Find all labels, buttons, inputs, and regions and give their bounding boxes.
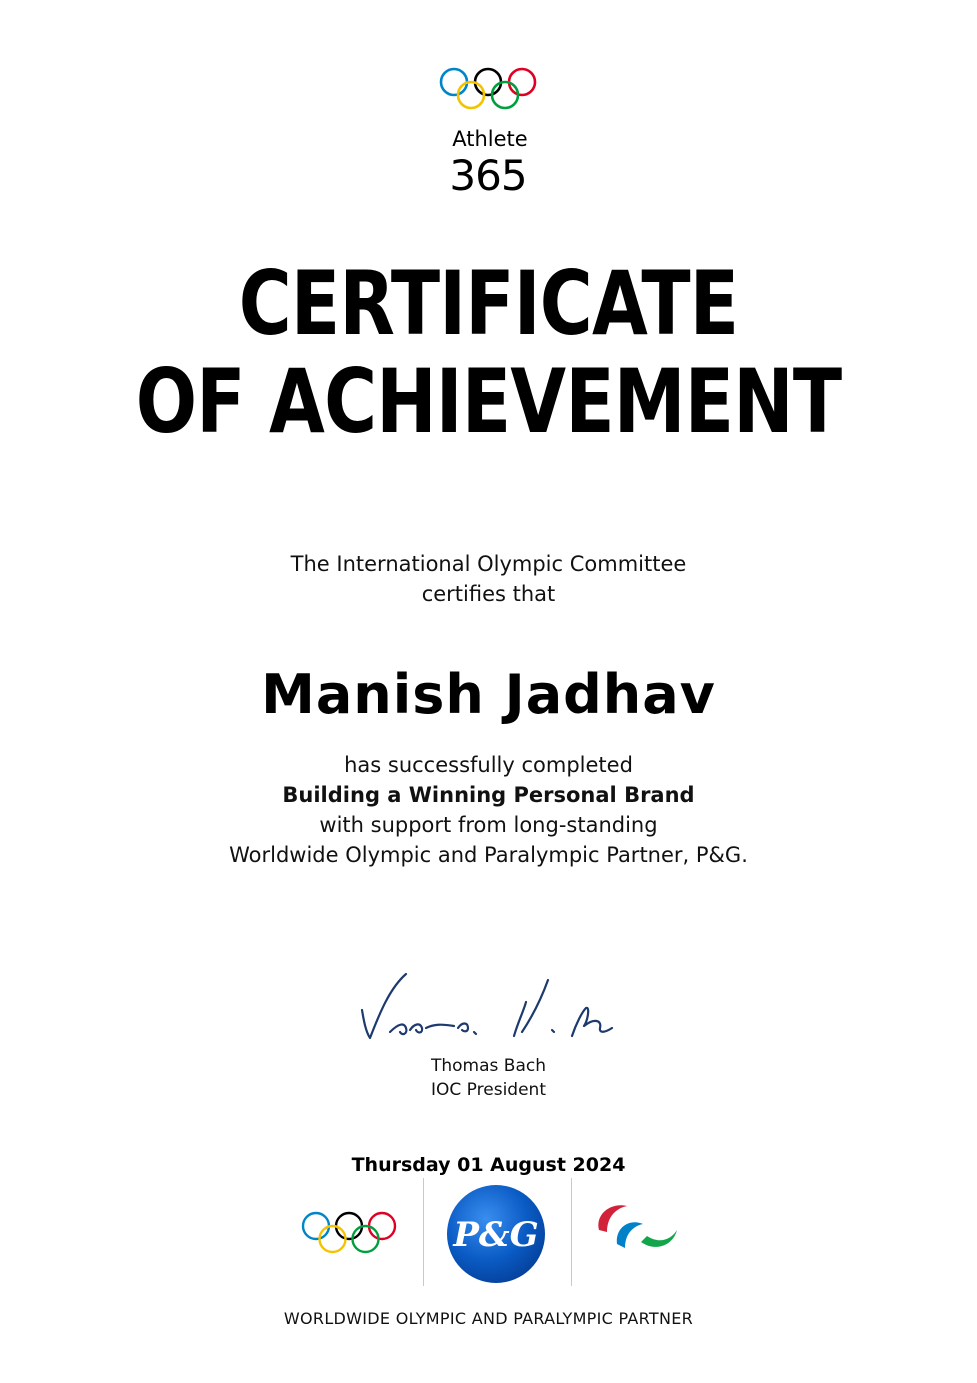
partner-logos <box>0 1176 977 1288</box>
completion-line-3: with support from long-standing <box>319 813 658 837</box>
completion-line-4: Worldwide Olympic and Paralympic Partner, P&G. <box>229 843 748 867</box>
signature <box>350 962 630 1048</box>
signer-title: IOC President <box>431 1080 546 1100</box>
partner-caption: WORLDWIDE OLYMPIC AND PARALYMPIC PARTNER <box>283 1309 694 1328</box>
certificate-title-line-1: CERTIFICATE <box>238 252 739 355</box>
paralympic-agitos-icon <box>593 1198 679 1260</box>
athlete365-logo <box>438 66 542 198</box>
issuer-line-2: certifies that <box>421 582 556 606</box>
logo-divider <box>423 1178 424 1286</box>
pg-logo-icon <box>446 1184 546 1284</box>
issuer-block <box>0 549 977 609</box>
course-name: Building a Winning Personal Brand <box>282 783 695 807</box>
logo-brand-top: Athlete <box>452 127 528 151</box>
olympic-rings-icon <box>300 1210 400 1256</box>
handwritten-signature <box>350 962 630 1048</box>
issuer-line-1: The International Olympic Committee <box>290 552 687 576</box>
certificate-title-line-2: OF ACHIEVEMENT <box>135 350 842 453</box>
signer-block <box>0 1054 977 1102</box>
signer-name: Thomas Bach <box>431 1056 546 1076</box>
logo-divider <box>571 1178 572 1286</box>
recipient-name: Manish Jadhav <box>261 663 716 726</box>
logo-brand-bottom: 365 <box>449 151 527 198</box>
certificate-date: Thursday 01 August 2024 <box>351 1154 626 1176</box>
pg-logo-text: P&G <box>453 1215 539 1255</box>
olympic-rings-icon <box>438 66 542 198</box>
completion-line-1: has successfully completed <box>344 753 633 777</box>
completion-block <box>0 750 977 870</box>
